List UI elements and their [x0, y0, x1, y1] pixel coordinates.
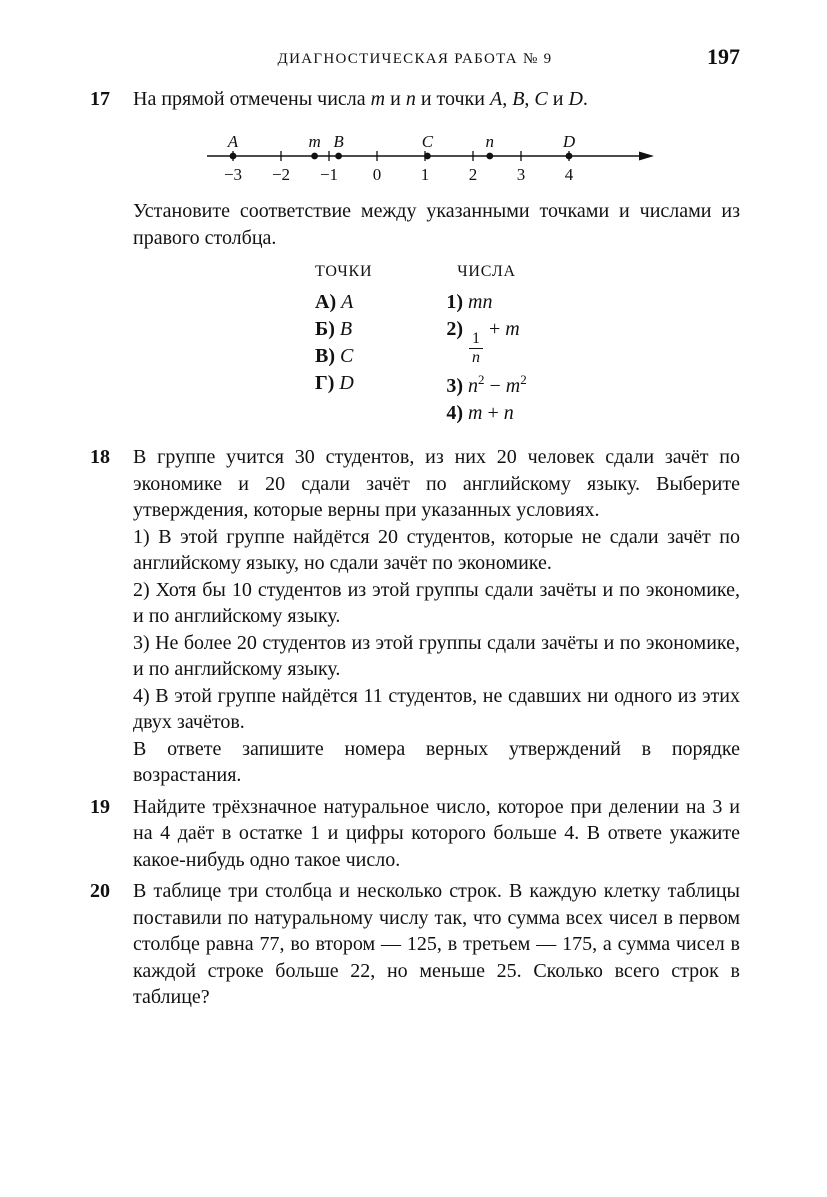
- problem-17-match-intro: Установите соответствие между указанными точками и числами из правого столбца.: [133, 200, 740, 249]
- svg-text:D: D: [562, 131, 576, 151]
- point-row-g: Г) D: [315, 371, 354, 394]
- problem-17-number: 17: [90, 88, 110, 110]
- svg-text:−1: −1: [319, 164, 339, 184]
- svg-text:m: m: [308, 131, 321, 151]
- svg-text:n: n: [485, 131, 495, 151]
- running-head: ДИАГНОСТИЧЕСКАЯ РАБОТА № 9: [277, 51, 553, 67]
- problem-18-intro: В группе учится 30 студентов, из них 20 человек сдали зачёт по экономике и 20 сдали зачёт по английскому языку. Выберите утверждения, которые верны при указанных условиях.: [133, 446, 740, 522]
- problem-18-statement-4: 4) В этой группе найдётся 11 студентов, не сдавших ни одного из этих двух зачётов.: [133, 684, 740, 734]
- problem-18-closing: В ответе запишите номера верных утверждений в порядке возрастания.: [133, 737, 740, 787]
- problem-18: [90, 444, 740, 789]
- number-row-3: 3) $n^2 - m^2$: [446, 372, 527, 398]
- number-line-figure: [193, 125, 740, 193]
- problem-18-statement-3: 3) Не более 20 студентов из этой группы сдали зачёты и по экономике, и по английскому языку.: [133, 631, 740, 681]
- match-table: [133, 259, 740, 427]
- problem-19-body: [133, 794, 740, 874]
- svg-text:2: 2: [468, 164, 478, 184]
- problem-20: [90, 878, 740, 1011]
- svg-text:3: 3: [516, 164, 526, 184]
- numbers-column: [446, 259, 526, 427]
- problem-18-number: 18: [90, 446, 110, 469]
- problem-18-body: [133, 444, 740, 789]
- point-row-a: А) A: [315, 290, 354, 313]
- points-column: [315, 259, 372, 427]
- problem-20-text: В таблице три столбца и несколько строк. В каждую клетку таблицы поставили по натуральному числу так, что сумма всех чисел в первом столбце равна 77, во втором — 125, в третьем — 175, а сумма чисел в каждой строке больше 22, но меньше 25. Сколько всего строк в таблице?: [133, 880, 740, 1009]
- page-header: [90, 44, 740, 76]
- svg-text:A: A: [227, 131, 239, 151]
- problem-17: [90, 86, 740, 439]
- problem-17-body: [133, 86, 740, 439]
- point-row-b: Б) B: [315, 317, 353, 340]
- number-row-1: 1) mn: [446, 290, 493, 313]
- problem-18-statement-1: 1) В этой группе найдётся 20 студентов, которые не сдали зачёт по английскому языку, но сдали зачёт по экономике.: [133, 525, 740, 575]
- svg-text:0: 0: [372, 164, 382, 184]
- point-row-v: В) C: [315, 344, 354, 367]
- points-header: ТОЧКИ: [315, 263, 373, 280]
- problem-19: [90, 794, 740, 874]
- number-row-2: 2) $\frac{1}{n}$ + m: [446, 317, 520, 366]
- number-row-4: 4) m + n: [446, 402, 514, 425]
- problem-17-intro: На прямой отмечены числа m и n и точки A, B, C и D.: [133, 88, 588, 110]
- page-number: 197: [707, 44, 740, 69]
- problem-19-text: Найдите трёхзначное натуральное число, которое при делении на 3 и на 4 даёт в остатке 1 и цифры которого больше 4. В ответе укажите какое-нибудь одно такое число.: [133, 795, 740, 871]
- numbers-header: ЧИСЛА: [457, 263, 516, 280]
- problem-20-number: 20: [90, 880, 110, 903]
- svg-text:−2: −2: [271, 164, 291, 184]
- svg-text:1: 1: [420, 164, 430, 184]
- svg-text:B: B: [333, 131, 344, 151]
- svg-text:C: C: [421, 131, 434, 151]
- problem-19-number: 19: [90, 795, 110, 818]
- problem-18-statement-2: 2) Хотя бы 10 студентов из этой группы сдали зачёты и по экономике, и по английскому языку.: [133, 578, 740, 628]
- svg-text:4: 4: [564, 164, 574, 184]
- number-line-svg: [193, 125, 663, 185]
- svg-text:−3: −3: [223, 164, 243, 184]
- problem-20-body: [133, 878, 740, 1011]
